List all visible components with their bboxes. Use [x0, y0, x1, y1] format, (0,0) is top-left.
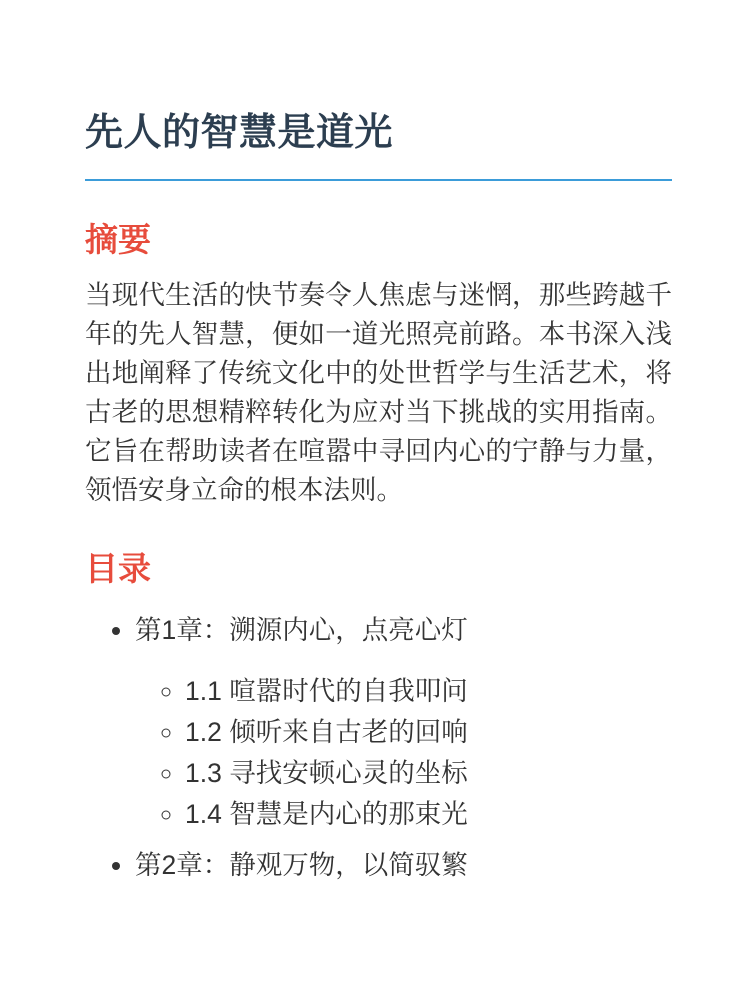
toc-subsection-item: ◦ 1.4 智慧是内心的那束光	[185, 795, 672, 834]
toc-subsection-item: ◦ 1.1 喧嚣时代的自我叩问	[185, 672, 672, 711]
toc-subsection-item: ◦ 1.3 寻找安顿心灵的坐标	[185, 754, 672, 793]
toc-list	[85, 611, 672, 885]
abstract-paragraph: 当现代生活的快节奏令人焦虑与迷惘，那些跨越千年的先人智慧，便如一道光照亮前路。本书深入浅出地阐释了传统文化中的处世哲学与生活艺术，将古老的思想精粹转化为应对当下挑战的实用指南。它旨在帮助读者在喧嚣中寻回内心的宁静与力量，领悟安身立命的根本法则。	[85, 280, 672, 506]
toc-subsection-item: ◦ 1.2 倾听来自古老的回响	[185, 713, 672, 752]
page-title: 先人的智慧是道光	[85, 111, 672, 181]
toc-subsection-list	[135, 672, 672, 834]
toc-heading: 目录	[85, 550, 151, 588]
toc-chapter-item	[135, 611, 672, 834]
toc-chapter-label: 第1章：溯源内心，点亮心灯	[135, 615, 468, 646]
toc-chapter-label: 第2章：静观万物，以简驭繁	[135, 850, 468, 881]
toc-chapter-item	[135, 846, 672, 885]
abstract-heading: 摘要	[85, 220, 151, 258]
